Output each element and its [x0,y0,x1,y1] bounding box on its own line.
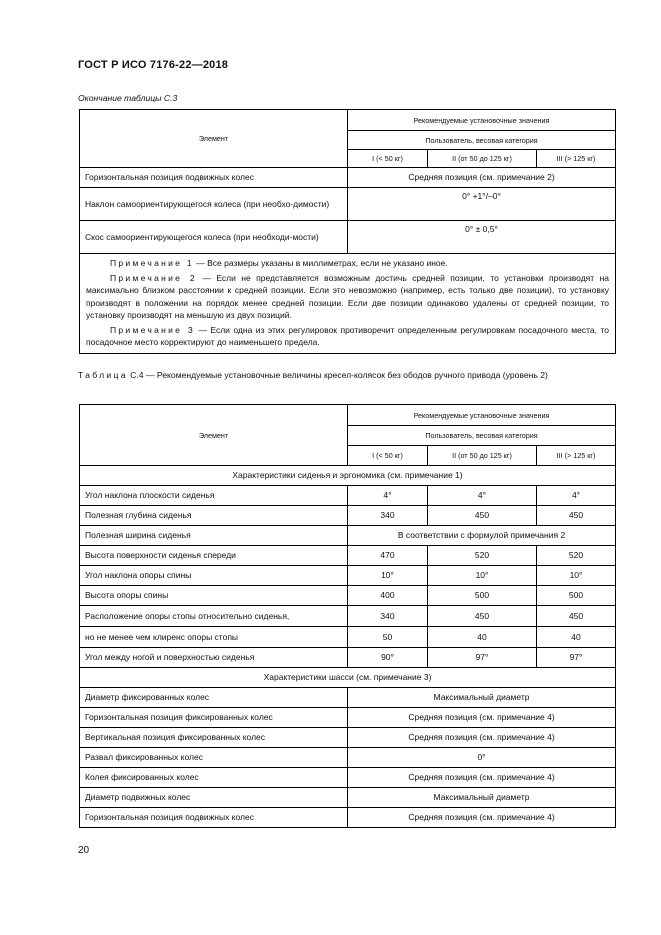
table-row [80,788,616,808]
note-1 [86,257,609,270]
table-row [80,506,616,526]
table-cell-cat2: 450 [428,506,537,526]
table-cell-cat2: 520 [428,546,537,566]
table-c4-header-cat3: III (> 125 кг) [537,446,616,466]
table-cell-cat3: 40 [537,627,616,648]
table-row [80,627,616,648]
table-c3-header-element: Элемент [80,110,348,168]
table-cell-value: Средняя позиция (см. примечание 4) [348,728,616,748]
table-cell-element: Угол между ногой и поверхностью сиденья [80,648,348,668]
table-cell-cat2: 10° [428,566,537,586]
note-2-text: — Если не представляется возможным достичь средней позиции, то установки производят на максимально близком расстоянии к средней позиции. Если это невозможно (например, есть только две позиции), то установку производят в положении на порядок менее средней позиции. Если две позиции одинаково удалены от средней позиции, то установку производят на меньшую из двух позиций. [86,272,610,320]
table-c4-header-cat2: II (от 50 до 125 кг) [428,446,537,466]
table-c3-header-cat3: III (> 125 кг) [537,150,616,168]
table-cell-element: Угол наклона опоры спины [80,566,348,586]
table-cell-value: Максимальный диаметр [348,788,616,808]
table-c3-header-user-category: Пользователь, весовая категория [348,131,616,150]
table-cell-element: Диаметр фиксированных колес [80,688,348,708]
table-cell-value: 0° ± 0,5° [348,221,616,254]
table-cell-cat3: 97° [537,648,616,668]
table-c4-header-cat1: I (< 50 кг) [348,446,428,466]
table-cell-cat2: 40 [428,627,537,648]
table-row [80,221,616,254]
table-cell-value: Средняя позиция (см. примечание 4) [348,768,616,788]
table-cell-cat2: 450 [428,606,537,627]
table-cell-cat2: 97° [428,648,537,668]
table-cell-cat3: 520 [537,546,616,566]
table-cell-element: Полезная глубина сиденья [80,506,348,526]
table-c4-header-element: Элемент [80,405,348,466]
table-cell-element: Колея фиксированных колес [80,768,348,788]
table-cell-element: Горизонтальная позиция фиксированных колес [80,708,348,728]
table-row [80,526,616,546]
table-row [80,486,616,506]
note-1-text: — Все размеры указаны в миллиметрах, если не указано иное. [193,258,448,268]
table-row [80,648,616,668]
table-row [80,586,616,606]
table-c4-caption-text: С.4 — Рекомендуемые установочные величины кресел-колясок без ободов ручного привода (уровень 2) [127,370,548,380]
table-cell-cat1: 470 [348,546,428,566]
table-c4-header-user-category: Пользователь, весовая категория [348,426,616,446]
table-cell-cat3: 10° [537,566,616,586]
table-cell-value: В соответствии с формулой примечания 2 [348,526,616,546]
note-2-label: Примечание 2 [110,272,197,283]
table-cell-cat3: 450 [537,606,616,627]
table-row [80,748,616,768]
table-cell-cat1: 340 [348,606,428,627]
table-cell-value: 0° [348,748,616,768]
section-seat-ergonomics: Характеристики сиденья и эргономика (см. примечание 1) [80,466,616,486]
table-cell-cat3: 450 [537,506,616,526]
table-cell-element: Наклон самоориентирующегося колеса (при необхо-димости) [80,188,348,221]
table-cell-element: но не менее чем клиренс опоры стопы [80,627,348,648]
table-c4-caption [78,369,614,381]
table-row [80,168,616,188]
table-cell-cat1: 90° [348,648,428,668]
note-3 [86,324,609,349]
table-row [80,188,616,221]
table-cell-cat2: 4° [428,486,537,506]
note-1-label: Примечание 1 [110,258,194,268]
table-cell-element: Полезная ширина сиденья [80,526,348,546]
table-c3-header-cat1: I (< 50 кг) [348,150,428,168]
table-cell-element: Расположение опоры стопы относительно сиденья, [80,606,348,627]
table-cell-value: 0° +1°/–0° [348,188,616,221]
table-c3 [79,109,616,354]
table-row [80,546,616,566]
table-row [80,728,616,748]
table-cell-element: Диаметр подвижных колес [80,788,348,808]
table-cell-value: Средняя позиция (см. примечание 4) [348,708,616,728]
table-row [80,808,616,828]
table-cell-cat3: 4° [537,486,616,506]
table-row [80,688,616,708]
table-row [80,768,616,788]
table-row [80,566,616,586]
table-c3-header-recommended: Рекомендуемые установочные значения [348,110,616,131]
table-cell-value: Средняя позиция (см. примечание 4) [348,808,616,828]
table-cell-cat2: 500 [428,586,537,606]
table-c4 [79,404,616,828]
table-cell-cat3: 500 [537,586,616,606]
table-cell-element: Горизонтальная позиция подвижных колес [80,168,348,188]
document-header: ГОСТ Р ИСО 7176-22—2018 [78,59,229,71]
table-cell-value: Средняя позиция (см. примечание 2) [348,168,616,188]
table-cell-cat1: 340 [348,506,428,526]
table-cell-element: Вертикальная позиция фиксированных колес [80,728,348,748]
page-number: 20 [78,845,90,856]
table-row [80,708,616,728]
table-cell-element: Высота опоры спины [80,586,348,606]
table-cell-cat1: 10° [348,566,428,586]
note-2 [86,272,609,322]
table-cell-cat1: 400 [348,586,428,606]
table-cell-element: Высота поверхности сиденья спереди [80,546,348,566]
table-c3-caption: Окончание таблицы С.3 [78,93,178,103]
table-cell-element: Скос самоориентирующегося колеса (при необходи-мости) [80,221,348,254]
section-chassis: Характеристики шасси (см. примечание 3) [80,668,616,688]
table-cell-element: Развал фиксированных колес [80,748,348,768]
table-c4-caption-label: Таблица [78,370,128,380]
note-3-label: Примечание 3 [110,324,195,335]
table-cell-element: Угол наклона плоскости сиденья [80,486,348,506]
table-c3-notes [80,254,616,354]
table-cell-element: Горизонтальная позиция подвижных колес [80,808,348,828]
note-3-text: — Если одна из этих регулировок противоречит определенным регулировкам посадочного места, то посадочное место корректируют до наименьшего предела. [86,324,609,347]
table-cell-cat1: 50 [348,627,428,648]
table-c4-header-recommended: Рекомендуемые установочные значения [348,405,616,426]
table-row [80,606,616,627]
table-cell-value: Максимальный диаметр [348,688,616,708]
table-cell-cat1: 4° [348,486,428,506]
table-c3-header-cat2: II (от 50 до 125 кг) [428,150,537,168]
